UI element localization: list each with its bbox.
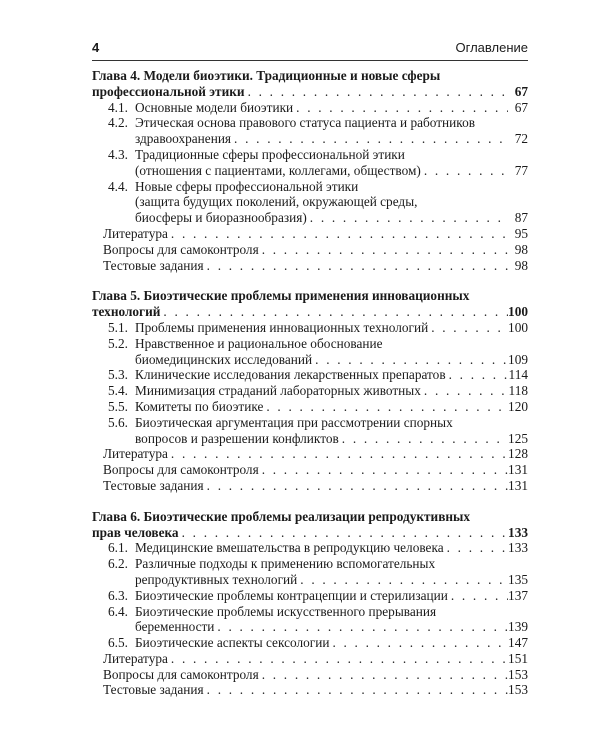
section-title-line: здравоохранения	[135, 131, 232, 147]
toc-line	[92, 525, 528, 541]
toc-line	[92, 84, 528, 100]
dot-leader	[263, 399, 508, 415]
toc-line	[135, 367, 528, 383]
section-title-line: (защита будущих поколений, окружающей среды,	[135, 194, 418, 210]
toc-line	[92, 304, 528, 320]
extra-entry-label: Тестовые задания	[103, 682, 204, 698]
dot-leader	[204, 682, 508, 698]
section-body	[135, 588, 528, 604]
section-title-line: Нравственное и рациональное обоснование	[135, 335, 383, 351]
dot-leader	[259, 242, 508, 258]
page-ref: 147	[508, 635, 528, 651]
header-rule	[92, 60, 528, 61]
section-body	[135, 604, 528, 636]
chapter-title-line: Глава 6. Биоэтические проблемы реализации репродуктивных	[92, 508, 471, 524]
toc-line	[135, 635, 528, 651]
section-number: 5.1.	[108, 319, 128, 335]
section-body	[135, 336, 528, 368]
chapter-title-line: прав человека	[92, 524, 179, 540]
section-title-line: Биоэтические проблемы искусственного прерывания	[135, 603, 437, 619]
page-ref: 95	[514, 225, 528, 241]
toc-line	[135, 431, 528, 447]
section-title-line: Биоэтическая аргументация при рассмотрении спорных	[135, 414, 453, 430]
page-ref: 67	[514, 99, 528, 115]
section-entry	[108, 604, 528, 636]
section-title-line: биосферы и биоразнообразия)	[135, 210, 307, 226]
page-ref: 125	[508, 430, 528, 446]
extra-entry	[103, 226, 528, 242]
section-title-line: Традиционные сферы профессиональной этики	[135, 146, 405, 162]
dot-leader	[421, 163, 508, 179]
section-number: 4.3.	[108, 146, 128, 162]
extra-entry	[103, 446, 528, 462]
section-number: 6.2.	[108, 556, 128, 572]
section-entry	[108, 556, 528, 588]
section-title-line: Биоэтические аспекты сексологии	[135, 635, 330, 651]
dot-leader	[446, 367, 508, 383]
extra-entry	[103, 651, 528, 667]
toc-line	[103, 226, 528, 242]
dot-leader	[307, 210, 508, 226]
extra-entry-label: Литература	[103, 446, 168, 462]
section-number: 5.4.	[108, 383, 128, 399]
section-number: 4.2.	[108, 115, 128, 131]
chapter-title-line: профессиональной этики	[92, 83, 245, 99]
extra-entry	[103, 462, 528, 478]
page-ref: 151	[508, 650, 528, 666]
page-ref: 87	[514, 210, 528, 226]
section-title-line: Проблемы применения инновационных технологий	[135, 319, 429, 335]
dot-leader	[329, 635, 508, 651]
toc-line	[103, 446, 528, 462]
section-title-line: Комитеты по биоэтике	[135, 398, 264, 414]
section-title-line: Основные модели биоэтики	[135, 99, 294, 115]
chapter-title-line: Глава 5. Биоэтические проблемы применения инновационных	[92, 288, 470, 304]
page-ref: 109	[508, 351, 528, 367]
section-title-line: Биоэтические проблемы контрацепции и стерилизации	[135, 587, 448, 603]
dot-leader	[259, 462, 508, 478]
section-title-line: Минимизация страданий лабораторных животных	[135, 383, 421, 399]
section-title-line: Клинические исследования лекарственных препаратов	[135, 367, 446, 383]
section-entry	[108, 179, 528, 226]
section-entry	[108, 399, 528, 415]
section-number: 4.4.	[108, 178, 128, 194]
extra-entry	[103, 258, 528, 274]
dot-leader	[259, 667, 508, 683]
page-ref: 139	[508, 619, 528, 635]
running-header-title: Оглавление	[455, 40, 528, 55]
section-number: 5.6.	[108, 414, 128, 430]
section-entry	[108, 336, 528, 368]
toc-line	[103, 258, 528, 274]
toc-line	[103, 478, 528, 494]
extra-entry	[103, 667, 528, 683]
chapter-title-line: Глава 4. Модели биоэтики. Традиционные и новые сферы	[92, 68, 441, 83]
section-body	[135, 147, 528, 179]
extra-entry-label: Тестовые задания	[103, 257, 204, 273]
toc-line	[103, 667, 528, 683]
dot-leader	[339, 431, 508, 447]
table-of-contents	[92, 68, 528, 698]
section-body	[135, 320, 528, 336]
section-title-line: Медицинские вмешательства в репродукцию человека	[135, 540, 444, 556]
extra-entry	[103, 682, 528, 698]
section-title-line: беременности	[135, 619, 215, 635]
page-ref: 128	[508, 446, 528, 462]
extra-entry-label: Вопросы для самоконтроля	[103, 462, 259, 478]
section-body	[135, 635, 528, 651]
page-ref: 98	[514, 241, 528, 257]
page-ref: 72	[514, 131, 528, 147]
section-entry	[108, 415, 528, 447]
chapter-entry	[92, 68, 528, 100]
page-ref: 133	[508, 524, 528, 540]
toc-line	[135, 383, 528, 399]
toc-line	[135, 572, 528, 588]
toc-line	[135, 588, 528, 604]
section-body	[135, 100, 528, 116]
page-ref: 135	[508, 571, 528, 587]
section-body	[135, 367, 528, 383]
section-entry	[108, 147, 528, 179]
extra-entry	[103, 478, 528, 494]
toc-line	[135, 540, 528, 556]
page-ref: 131	[508, 477, 528, 493]
section-body	[135, 399, 528, 415]
extra-entry-label: Литература	[103, 225, 168, 241]
section-number: 6.5.	[108, 635, 128, 651]
chapter-entry	[92, 288, 528, 320]
section-title-line: вопросов и разрешении конфликтов	[135, 430, 339, 446]
section-entry	[108, 635, 528, 651]
toc-line	[103, 651, 528, 667]
section-number: 6.1.	[108, 540, 128, 556]
dot-leader	[297, 572, 508, 588]
toc-line	[135, 320, 528, 336]
section-entry	[108, 100, 528, 116]
chapter-entry	[92, 509, 528, 541]
section-title-line: биомедицинских исследований	[135, 351, 313, 367]
toc-line	[135, 131, 528, 147]
dot-leader	[448, 588, 508, 604]
section-entry	[108, 383, 528, 399]
page-ref: 98	[514, 257, 528, 273]
section-number: 6.3.	[108, 587, 128, 603]
section-title-line: Различные подходы к применению вспомогательных	[135, 556, 436, 572]
section-entry	[108, 367, 528, 383]
section-number: 5.3.	[108, 367, 128, 383]
toc-line	[135, 100, 528, 116]
page-ref: 131	[508, 462, 528, 478]
page-ref: 67	[514, 83, 528, 99]
page-ref: 100	[508, 304, 528, 320]
section-number: 4.1.	[108, 99, 128, 115]
toc-line	[135, 210, 528, 226]
dot-leader	[421, 383, 508, 399]
dot-leader	[293, 100, 508, 116]
section-entry	[108, 588, 528, 604]
section-number: 6.4.	[108, 603, 128, 619]
section-body	[135, 540, 528, 556]
dot-leader	[204, 258, 508, 274]
section-body	[135, 556, 528, 588]
page-ref: 118	[508, 383, 528, 399]
toc-line	[135, 399, 528, 415]
toc-line	[135, 163, 528, 179]
dot-leader	[245, 84, 508, 100]
page-ref: 153	[508, 666, 528, 682]
page-ref: 100	[508, 319, 528, 335]
dot-leader	[444, 540, 508, 556]
page-ref: 137	[508, 587, 528, 603]
section-title-line: Этическая основа правового статуса пациента и работников	[135, 115, 475, 131]
section-body	[135, 383, 528, 399]
section-body	[135, 415, 528, 447]
section-body	[135, 115, 528, 147]
section-number: 5.5.	[108, 398, 128, 414]
section-title-line: Новые сферы профессиональной этики	[135, 178, 359, 194]
toc-line	[135, 619, 528, 635]
page-ref: 77	[514, 162, 528, 178]
toc-line	[135, 352, 528, 368]
toc-line	[103, 242, 528, 258]
extra-entry-label: Тестовые задания	[103, 477, 204, 493]
section-body	[135, 179, 528, 226]
dot-leader	[168, 226, 508, 242]
page-number: 4	[92, 40, 100, 55]
extra-entry-label: Вопросы для самоконтроля	[103, 241, 259, 257]
page-ref: 114	[508, 367, 528, 383]
section-entry	[108, 540, 528, 556]
dot-leader	[214, 619, 508, 635]
dot-leader	[168, 651, 508, 667]
extra-entry-label: Вопросы для самоконтроля	[103, 666, 259, 682]
dot-leader	[204, 478, 508, 494]
dot-leader	[168, 446, 508, 462]
extra-entry-label: Литература	[103, 650, 168, 666]
dot-leader	[231, 131, 508, 147]
extra-entry	[103, 242, 528, 258]
dot-leader	[179, 525, 508, 541]
dot-leader	[428, 320, 508, 336]
page-ref: 133	[508, 540, 528, 556]
toc-line	[103, 682, 528, 698]
section-title-line: репродуктивных технологий	[135, 571, 298, 587]
section-entry	[108, 115, 528, 147]
section-title-line: (отношения с пациентами, коллегами, обществом)	[135, 162, 421, 178]
section-number: 5.2.	[108, 335, 128, 351]
chapter-title-line: технологий	[92, 304, 161, 320]
page-ref: 153	[508, 682, 528, 698]
page-ref: 120	[508, 398, 528, 414]
toc-line	[103, 462, 528, 478]
section-entry	[108, 320, 528, 336]
dot-leader	[312, 352, 508, 368]
dot-leader	[160, 304, 508, 320]
